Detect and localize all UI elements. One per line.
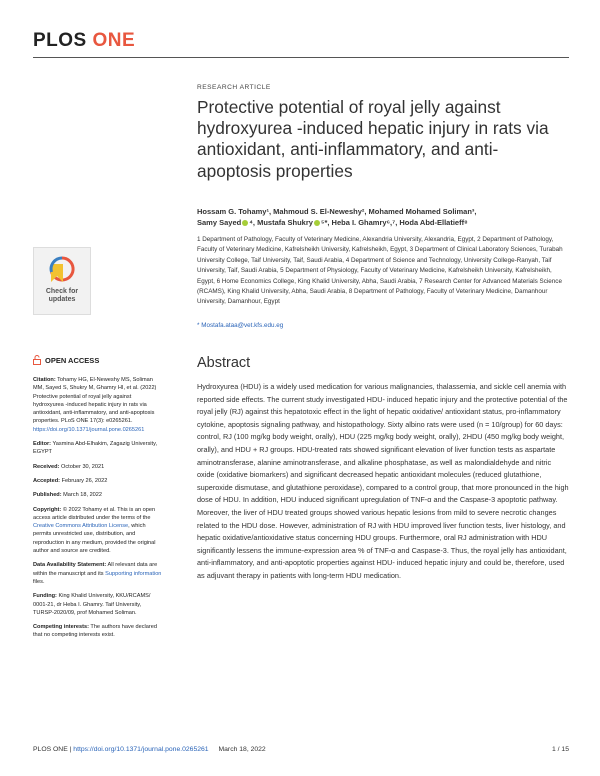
author-rest[interactable]: ⁵*, Heba I. Ghamry⁶,⁷, Hoda Abd-Ellatieff⁸ (320, 218, 468, 227)
citation-doi-link[interactable]: https://doi.org/10.1371/journal.pone.0265261 (33, 426, 145, 433)
accepted-label: Accepted: (33, 477, 61, 484)
corresponding-email-link[interactable]: * Mostafa.ataa@vet.kfs.edu.eg (197, 322, 284, 329)
published-date: March 18, 2022 (61, 492, 103, 499)
copyright-block (33, 506, 163, 556)
bookmark-icon (49, 256, 75, 286)
funding-text: King Khalid University, KKU/RCAMS/ 0001-21, dr Heba I. Ghamry. Taif University, TURSP-2020/09, prof Mohamed Soliman. (33, 593, 151, 616)
article-type: RESEARCH ARTICLE (197, 84, 271, 91)
copyright-text-2: , which permits unrestricted use, distribution, and reproduction in any medium, provided the original author and source are credited. (33, 523, 156, 555)
badge-label (34, 288, 90, 304)
check-for-updates-badge[interactable] (33, 247, 91, 315)
editor-label: Editor: (33, 441, 52, 448)
editor-text: Yasmina Abd-Elhakim, Zagazig University, EGYPT (33, 441, 158, 456)
journal-logo (33, 30, 135, 52)
author-list (197, 206, 570, 228)
badge-line1: Check for (45, 288, 79, 295)
author-shukry[interactable]: ⁴, Mustafa Shukry (249, 218, 313, 227)
funding-label: Funding: (33, 593, 57, 600)
open-access-text: OPEN ACCESS (45, 355, 100, 365)
funding-block (33, 592, 163, 617)
open-access-label (33, 355, 99, 365)
received-block (33, 463, 163, 471)
logo-one: ONE (92, 30, 136, 51)
logo-plos: PLOS (33, 30, 87, 51)
license-link[interactable]: Creative Commons Attribution License (33, 523, 129, 530)
competing-interests-text: The authors have declared that no competing interests exist. (33, 624, 157, 639)
editor-block (33, 440, 163, 457)
citation-text: Tohamy HG, El-Neweshy MS, Soliman MM, Sayed S, Shukry M, Ghamry HI, et al. (2022) Protective potential of royal jelly against hydroxyurea -induced hepatic injury in rats via antioxidant, anti-inflammatory, and anti-apoptosis properties. PLoS ONE 17(3): e0265261. (33, 377, 157, 425)
author-sayed[interactable]: Samy Sayed (197, 218, 242, 227)
badge-line2: updates (48, 296, 76, 303)
data-availability-block (33, 561, 163, 586)
author-line-1: Hossam G. Tohamy¹, Mahmoud S. El-Neweshy², Mohamed Mohamed Soliman³, (197, 207, 477, 216)
header-divider (33, 57, 569, 58)
published-label: Published: (33, 492, 62, 499)
footer-doi-link[interactable]: https://doi.org/10.1371/journal.pone.0265261 (73, 746, 209, 753)
copyright-text-1: © 2022 Tohamy et al. This is an open access article distributed under the terms of the (33, 506, 156, 521)
affiliations: 1 Department of Pathology, Faculty of Veterinary Medicine, Alexandria University, Alexandria, Egypt, 2 Department of Pathology, Faculty of Veterinary Medicine, Kafrelsheikh University, Kafrelsheikh, Egypt, 3 Department of Clinical Laboratory Sciences, Turabah University College, Taif University, Taif, Saudi Arabia, 4 Department of Science and Technology, University College-Ranyah, Taif University, Taif, Saudi Arabia, 5 Department of Physiology, Faculty of Veterinary Medicine, Kafrelsheikh University, Kafrelsheikh, Egypt, 6 Home Economics College, King Khalid University, Abha, Saudi Arabia, 7 Research Center for Advanced Materials Science (RCAMS), King Khalid University, Abha, Saudi Arabia, 8 Department of Pathology, Faculty of Veterinary Medicine, Damanhour University, Damanhour, Egypt (197, 236, 563, 306)
accepted-block (33, 477, 163, 485)
competing-interests-label: Competing interests: (33, 624, 89, 631)
page-number: 1 / 15 (551, 746, 569, 753)
article-info-sidebar (33, 376, 163, 646)
copyright-label: Copyright: (33, 506, 62, 513)
citation-block (33, 376, 163, 434)
author-line-2 (197, 217, 570, 228)
footer-date: March 18, 2022 (218, 746, 266, 753)
data-availability-label: Data Availability Statement: (33, 562, 107, 569)
data-availability-text-1: All relevant data are within the manuscript and its (33, 562, 158, 577)
abstract-body: Hydroxyurea (HDU) is a widely used medication for various malignancies, thalassemia, and sickle cell anemia with reported side effects. The current study investigated HDU- induced hepatic injury and the protective potential of the royal jelly (RJ) against this hepatotoxic effect in the light of hepatic oxidative/ antioxidant status, pro-inflammatory cytokine, apoptosis signaling pathway, and histopathology. Sixty albino rats were used (n = 10/group) for 60 days: control, RJ (100 mg/kg body weight, orally), HDU (225 mg/kg body weight, orally), 2HDU (450 mg/kg body weight, orally), and HDU + RJ groups. HDU-treated rats showed significant elevation of liver function tests as aspartate aminotransferase, alanine aminotransferase, and alkaline phosphatase, as well as malondialdehyde and nitric oxide (oxidative biomarkers) and significant decreased hepatic antioxidant molecules (reduced glutathione, superoxide dismutase, and glutathione peroxidase), compared to a control group, that more pronounced in the high dose of HDU. In addition, HDU induced significant upregulation of TNF-α and the Caspase-3 apoptotic pathway. Moreover, the liver of HDU treated groups showed various hepatic lesions from mild to severe necrotic changes related to the HDU dose. However, administration of RJ with HDU improved liver function tests, liver histology, and hepatic oxidative/antioxidative status concerning HDU groups. Furthermore, oral RJ administration with HDU significantly lessens the immune-expression area % of TNF-α and Caspase-3. Thus, the royal jelly has antioxidant, anti-inflammatory, and anti-apoptotic properties against HDU- induced hepatic injury and could be, therefore, used as adjuvant therapy in patients with long-term HDU medication. (197, 382, 569, 580)
abstract-heading: Abstract (197, 355, 251, 371)
orcid-icon[interactable] (242, 220, 248, 226)
supporting-info-link[interactable]: Supporting information (105, 570, 162, 577)
data-availability-text-2: files. (33, 578, 45, 585)
accepted-date: February 26, 2022 (60, 477, 108, 484)
competing-interests-block (33, 623, 163, 640)
citation-label: Citation: (33, 377, 56, 383)
open-lock-icon (33, 355, 41, 365)
received-label: Received: (33, 463, 60, 470)
page-footer (33, 746, 266, 753)
footer-journal: PLOS ONE | (33, 746, 74, 753)
published-block (33, 491, 163, 499)
article-title: Protective potential of royal jelly against hydroxyurea -induced hepatic injury in rats via antioxidant, anti-inflammatory, and anti-apoptosis properties (197, 97, 549, 181)
orcid-icon[interactable] (314, 220, 320, 226)
received-date: October 30, 2021 (59, 463, 105, 470)
